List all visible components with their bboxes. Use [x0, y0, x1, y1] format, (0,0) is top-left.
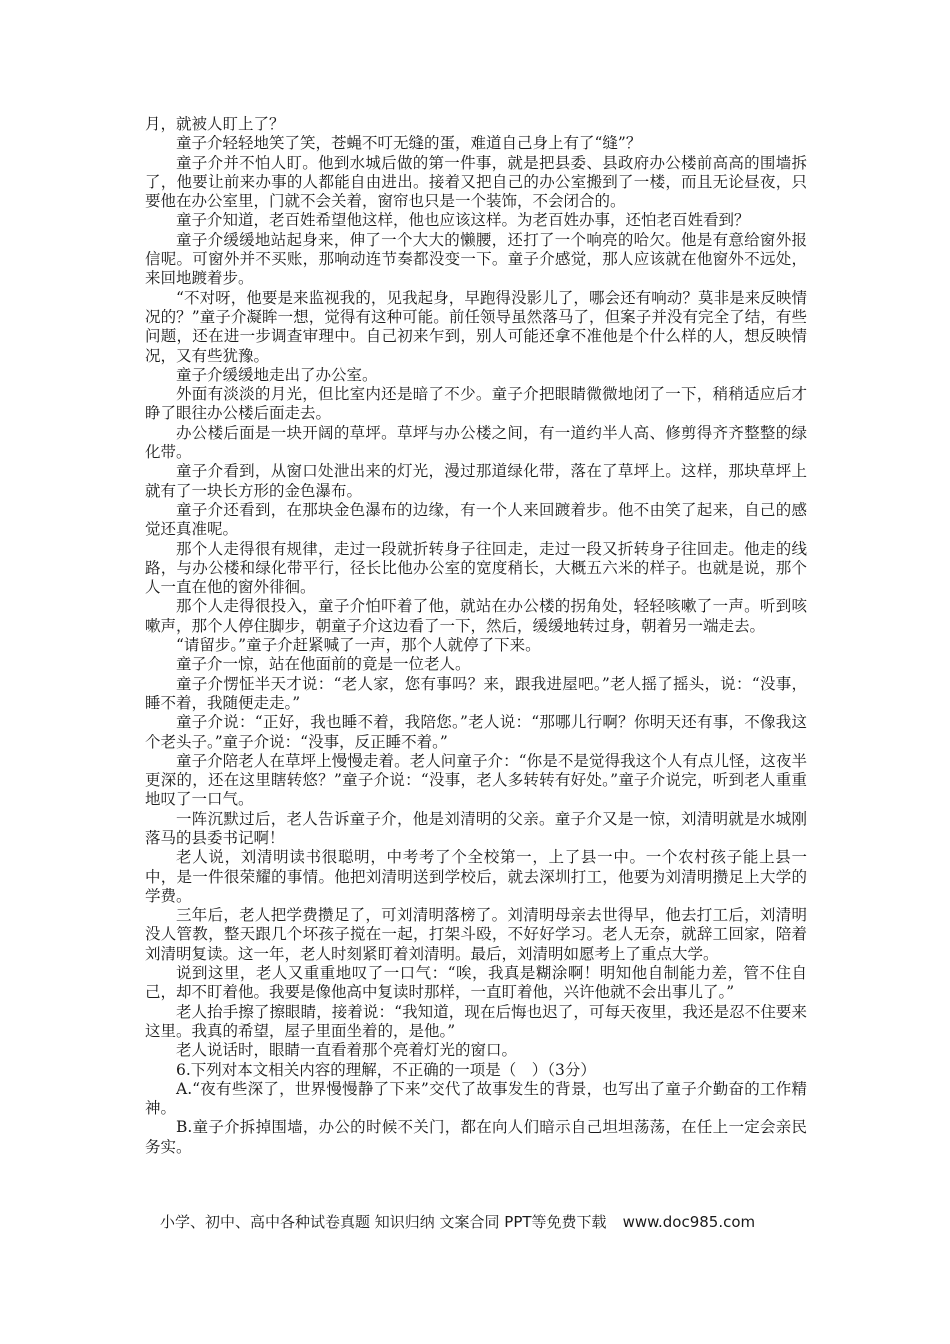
- paragraph: 童子介说：“正好，我也睡不着，我陪您。”老人说：“那哪儿行啊？你明天还有事，不像我这个老头子。”童子介说：“没事，反正睡不着。”: [145, 713, 807, 751]
- paragraph: 三年后，老人把学费攒足了，可刘清明落榜了。刘清明母亲去世得早，他去打工后，刘清明没人管教，整天跟几个坏孩子搅在一起，打架斗殴，不好好学习。老人无奈，就辞工回家，陪着刘清明复读。这一年，老人时刻紧盯着刘清明。最后，刘清明如愿考上了重点大学。: [145, 906, 807, 963]
- paragraph: 办公楼后面是一块开阔的草坪。草坪与办公楼之间，有一道约半人高、修剪得齐齐整整的绿化带。: [145, 423, 807, 462]
- question-option-a: A.“夜有些深了，世界慢慢静了下来”交代了故事发生的背景，也写出了童子介勤奋的工作精神。: [145, 1079, 807, 1118]
- paragraph: 童子介轻轻地笑了笑，苍蝇不叮无缝的蛋，难道自己身上有了“缝”？: [176, 134, 642, 153]
- paragraph: 那个人走得很有规律，走过一段就折转身子往回走，走过一段又折转身子往回走。他走的线路，与办公楼和绿化带平行，径长比他办公室的宽度稍长，大概五六米的样子。也就是说，那个人一直在他的窗外徘徊。: [145, 539, 807, 597]
- paragraph: 童子介知道，老百姓希望他这样，他也应该这样。为老百姓办事，还怕老百姓看到？: [176, 211, 750, 230]
- article-body: [145, 115, 807, 1157]
- paragraph: 老人说话时，眼睛一直看着那个亮着灯光的窗口。: [176, 1041, 518, 1060]
- paragraph: 童子介愣怔半天才说：“老人家，您有事吗？来，跟我进屋吧。”老人摇了摇头，说：“没事，睡不着，我随便走走。”: [145, 674, 807, 712]
- paragraph: 外面有淡淡的月光，但比室内还是暗了不少。童子介把眼睛微微地闭了一下，稍稍适应后才睁了眼往办公楼后面走去。: [145, 385, 807, 423]
- paragraph: 童子介并不怕人盯。他到水城后做的第一件事，就是把县委、县政府办公楼前高高的围墙拆了，他要让前来办事的人都能自由进出。接着又把自己的办公室搬到了一楼，而且无论昼夜，只要他在办公室里，门就不会关着，窗帘也只是一个装饰，不会闭合的。: [145, 153, 807, 211]
- footer-site-link[interactable]: www.doc985.com: [622, 1213, 756, 1231]
- question-stem: 6.下列对本文相关内容的理解，不正确的一项是（ ）（3分）: [176, 1060, 596, 1079]
- paragraph: 那个人走得很投入，童子介怕吓着了他，就站在办公楼的拐角处，轻轻咳嗽了一声。听到咳嗽声，那个人停住脚步，朝童子介这边看了一下，然后，缓缓地转过身，朝着另一端走去。: [145, 597, 807, 635]
- paragraph: 老人说，刘清明读书很聪明，中考考了个全校第一，上了县一中。一个农村孩子能上县一中，是一件很荣耀的事情。他把刘清明送到学校后，就去深圳打工，他要为刘清明攒足上大学的学费。: [145, 848, 807, 905]
- paragraph: 童子介陪老人在草坪上慢慢走着。老人问童子介：“你是不是觉得我这个人有点儿怪，这夜半更深的，还在这里瞎转悠？”童子介说：“没事，老人多转转有好处。”童子介说完，听到老人重重地叹了一口气。: [145, 751, 807, 809]
- paragraph: “请留步。”童子介赶紧喊了一声，那个人就停了下来。: [176, 636, 541, 655]
- paragraph: 童子介一惊，站在他面前的竟是一位老人。: [176, 655, 471, 674]
- paragraph: 一阵沉默过后，老人告诉童子介，他是刘清明的父亲。童子介又是一惊，刘清明就是水城刚落马的县委书记啊！: [145, 809, 807, 847]
- paragraph: 童子介缓缓地走出了办公室。: [176, 365, 378, 384]
- paragraph: “不对呀，他要是来监视我的，见我起身，早跑得没影儿了，哪会还有响动？莫非是来反映情况的？”童子介凝眸一想，觉得有这种可能。前任领导虽然落马了，但案子并没有完全了结，有些问题，还在进一步调查审理中。自己初来乍到，别人可能还拿不准他是个什么样的人，想反映情况，又有些犹豫。: [145, 288, 807, 365]
- page-footer: [160, 1212, 820, 1232]
- question-option-b: B.童子介拆掉围墙，办公的时候不关门，都在向人们暗示自己坦坦荡荡，在任上一定会亲民务实。: [145, 1118, 807, 1156]
- paragraph: 童子介缓缓地站起身来，伸了一个大大的懒腰，还打了一个响亮的哈欠。他是有意给窗外报信呢。可窗外并不买账，那响动连节奏都没变一下。童子介感觉，那人应该就在他窗外不远处，来回地踱着步。: [145, 230, 807, 288]
- paragraph: 月，就被人盯上了？: [145, 115, 285, 133]
- paragraph: 老人抬手擦了擦眼睛，接着说：“我知道，现在后悔也迟了，可每天夜里，我还是忍不住要来这里。我真的希望，屋子里面坐着的，是他。”: [145, 1002, 807, 1040]
- paragraph: 童子介还看到，在那块金色瀑布的边缘，有一个人来回踱着步。他不由笑了起来，自己的感觉还真准呢。: [145, 500, 807, 539]
- paragraph: 童子介看到，从窗口处泄出来的灯光，漫过那道绿化带，落在了草坪上。这样，那块草坪上就有了一块长方形的金色瀑布。: [145, 462, 807, 500]
- paragraph: 说到这里，老人又重重地叹了一口气：“唉，我真是糊涂啊！明知他自制能力差，管不住自己，却不盯着他。我要是像他高中复读时那样，一直盯着他，兴许他就不会出事儿了。”: [145, 964, 807, 1002]
- footer-text: 小学、初中、高中各种试卷真题 知识归纳 文案合同 PPT等免费下载: [160, 1213, 607, 1231]
